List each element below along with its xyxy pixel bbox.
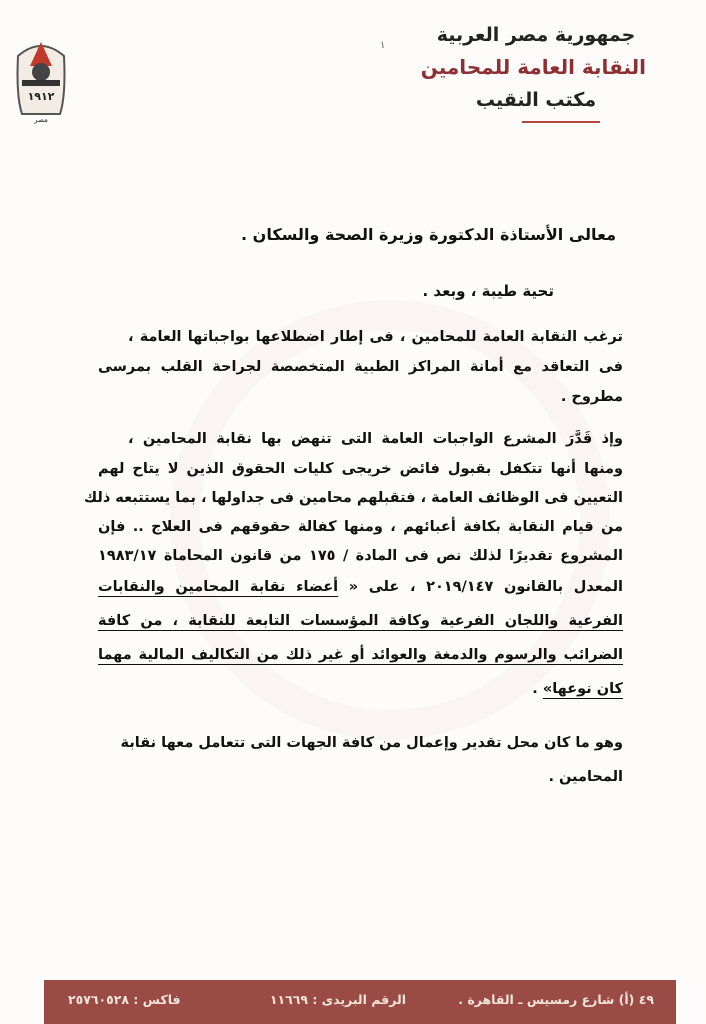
para2-line: المشروع تقديرًا لذلك نص فى المادة / ١٧٥ من قانون المحاماة ١٩٨٣/١٧ — [98, 548, 623, 564]
para2-tail: . — [532, 681, 543, 697]
footer-band — [44, 980, 676, 1024]
footer-postal: الرقم البريدى : ١١٦٦٩ — [269, 992, 406, 1007]
footer-address: ٤٩ (أ) شارع رمسيس ـ القاهرة . — [458, 992, 654, 1007]
para2-line: التعيين فى الوظائف العامة ، فتقبلهم محامين فى جداولها ، بما يستتبعه ذلك — [83, 490, 623, 506]
logo-country: مصر — [34, 116, 48, 124]
syndicate-logo — [12, 26, 70, 126]
quoted-underlined: كان نوعها» — [542, 681, 623, 697]
para3-line: المحامين . — [548, 769, 623, 785]
page-mark: ١ — [380, 40, 386, 51]
para1-line: فى التعاقد مع أمانة المراكز الطبية المتخصصة لجراحة القلب بمرسى — [98, 359, 623, 375]
header-country: جمهورية مصر العربية — [436, 24, 636, 46]
para1-line: مطروح . — [560, 389, 623, 405]
header-syndicate: النقابة العامة للمحامين — [420, 55, 646, 79]
logo-year: ١٩١٢ — [27, 90, 55, 103]
header-office: مكتب النقيب — [475, 89, 597, 111]
quoted-underlined-line: الفرعية واللجان الفرعية وكافة المؤسسات التابعة للنقابة ، من كافة — [98, 613, 623, 629]
quoted-underlined: أعضاء نقابة المحامين والنقابات — [98, 579, 339, 595]
footer-fax: فاكس : ٢٥٧٦٠٥٢٨ — [68, 992, 181, 1007]
header-divider — [522, 121, 600, 123]
para2-line: من قيام النقابة بكافة أعبائهم ، ومنها كفالة حقوقهم فى العلاج .. فإن — [98, 519, 623, 535]
para3-line: وهو ما كان محل تقدير وإعمال من كافة الجهات التى تتعامل معها نقابة — [120, 735, 623, 751]
quoted-underlined-line: الضرائب والرسوم والدمغة والعوائد أو غير ذلك من التكاليف المالية مهما — [98, 647, 623, 663]
para1-line: ترغب النقابة العامة للمحامين ، فى إطار اضطلاعها بواجباتها العامة ، — [128, 329, 623, 345]
para2-last-line — [98, 678, 623, 700]
salutation: معالى الأستاذة الدكتورة وزيرة الصحة والسكان . — [241, 225, 616, 244]
para2-line: وإذ قَدَّرَ المشرع الواجبات العامة التى تنهض بها نقابة المحامين ، — [128, 431, 623, 447]
para2-line-mixed — [98, 576, 623, 598]
greeting: تحية طيبة ، وبعد . — [422, 282, 554, 300]
para2-pre: المعدل بالقانون ٢٠١٩/١٤٧ ، على « — [338, 579, 624, 595]
para2-line: ومنها أنها تتكفل بقبول فائض خريجى كليات الحقوق الذين لا يتاح لهم — [98, 461, 623, 477]
